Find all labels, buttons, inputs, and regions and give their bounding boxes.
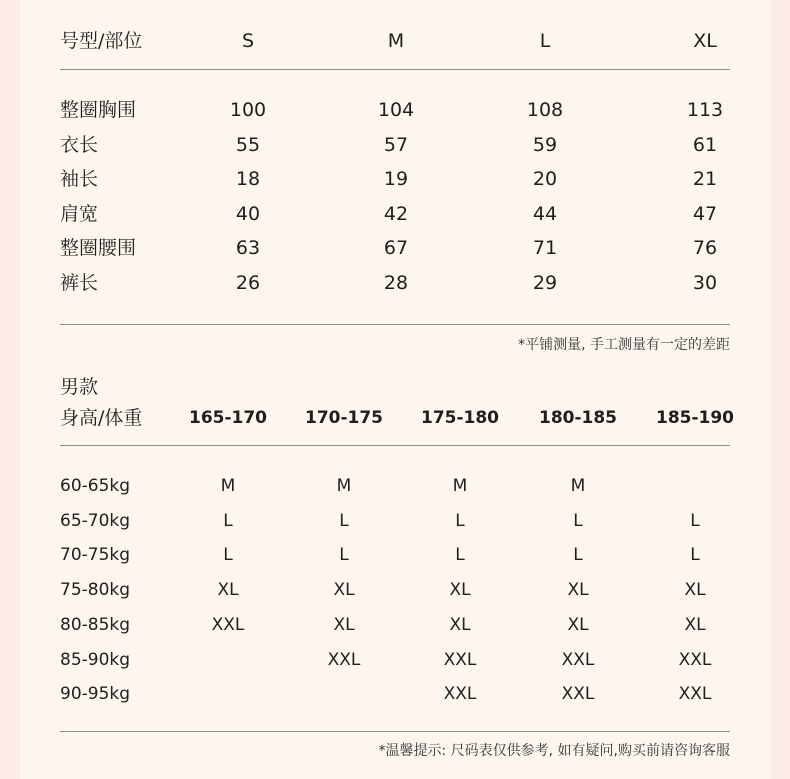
table-cell: 57: [383, 133, 409, 156]
table-cell: XL: [449, 580, 471, 601]
table2-title-row: [60, 372, 730, 402]
table2-title: 男款: [60, 376, 99, 398]
height-header-185: 185-190: [655, 408, 735, 428]
table-cell: XL: [449, 614, 471, 635]
table-cell: 21: [692, 168, 718, 191]
table-cell: 28: [383, 272, 409, 294]
table-cell: L: [690, 545, 700, 566]
height-header-165: 165-170: [188, 408, 268, 428]
table-row: [60, 645, 730, 675]
table-cell: M: [452, 476, 468, 496]
divider: [60, 69, 730, 70]
size-header-s: S: [241, 30, 255, 52]
divider: [60, 445, 730, 446]
row-label: 整圈胸围: [60, 99, 137, 121]
row-label: 65-70kg: [60, 510, 131, 531]
height-header-175: 175-180: [420, 408, 500, 428]
measurement-note: *平铺测量, 手工测量有一定的差距: [518, 337, 730, 353]
table-cell: 113: [686, 99, 724, 121]
table-cell: XL: [567, 580, 589, 601]
table2-header-row: [60, 403, 735, 433]
row-label: 85-90kg: [60, 649, 131, 670]
table-cell: XXL: [327, 649, 361, 670]
table-cell: L: [690, 510, 700, 531]
reminder-note: *温馨提示: 尺码表仅供参考, 如有疑问,购买前请咨询客服: [378, 743, 730, 759]
row-label: 80-85kg: [60, 614, 131, 635]
row-label: 整圈腰围: [60, 237, 137, 260]
table-cell: 71: [532, 237, 558, 260]
table-cell: 29: [532, 272, 558, 294]
table-cell: XL: [684, 614, 706, 635]
table-row: [60, 199, 730, 229]
table-cell: 18: [235, 168, 261, 191]
table-row: [60, 95, 730, 125]
row-label: 裤长: [60, 272, 99, 294]
table-cell: M: [220, 476, 236, 496]
row-label: 90-95kg: [60, 684, 131, 705]
table-cell: XXL: [211, 614, 245, 635]
table-cell: 30: [692, 272, 718, 294]
table-row: [60, 575, 730, 605]
table-cell: XXL: [443, 684, 477, 705]
table-cell: XXL: [678, 649, 712, 670]
table-cell: 55: [235, 133, 261, 156]
table-cell: 104: [377, 99, 415, 121]
table-cell: XXL: [443, 649, 477, 670]
table-cell: 26: [235, 272, 261, 294]
size-header-xl: XL: [693, 30, 717, 52]
table-cell: M: [570, 476, 586, 496]
height-header-170: 170-175: [304, 408, 384, 428]
table2-header-label: 身高/体重: [60, 407, 143, 429]
row-label: 75-80kg: [60, 580, 131, 601]
table-cell: XL: [217, 580, 239, 601]
row-label: 肩宽: [60, 202, 99, 225]
table-cell: L: [223, 510, 233, 531]
divider: [60, 731, 730, 732]
table-cell: XXL: [678, 684, 712, 705]
table-cell: 19: [383, 168, 409, 191]
divider: [60, 324, 730, 325]
row-label: 袖长: [60, 168, 99, 191]
table-cell: M: [336, 476, 352, 496]
table-cell: 44: [532, 202, 558, 225]
table-cell: L: [455, 545, 465, 566]
table-cell: L: [455, 510, 465, 531]
table-row: [60, 130, 730, 160]
table-cell: XL: [333, 614, 355, 635]
height-header-180: 180-185: [538, 408, 618, 428]
table-cell: L: [573, 545, 583, 566]
table-row: [60, 164, 730, 194]
table-cell: 42: [383, 202, 409, 225]
table-row: [60, 506, 730, 536]
table-cell: 76: [692, 237, 718, 260]
table1-header-row: [60, 26, 730, 56]
table-row: [60, 471, 730, 501]
table-cell: 59: [532, 133, 558, 156]
table-row: [60, 233, 730, 263]
size-header-m: M: [387, 30, 405, 52]
table-cell: 20: [532, 168, 558, 191]
table-cell: XXL: [561, 684, 595, 705]
table-cell: XL: [333, 580, 355, 601]
table-row: [60, 610, 730, 640]
table-row: [60, 540, 730, 570]
table-cell: 100: [229, 99, 267, 121]
size-header-l: L: [539, 30, 551, 52]
table-cell: XL: [684, 580, 706, 601]
table-row: [60, 679, 730, 709]
table-cell: L: [339, 545, 349, 566]
table-cell: L: [339, 510, 349, 531]
table-row: [60, 268, 730, 298]
table-cell: 67: [383, 237, 409, 260]
table-cell: XL: [567, 614, 589, 635]
table-cell: L: [573, 510, 583, 531]
table-cell: 108: [526, 99, 564, 121]
table-cell: XXL: [561, 649, 595, 670]
table-cell: 47: [692, 202, 718, 225]
row-label: 60-65kg: [60, 476, 131, 496]
table-cell: 40: [235, 202, 261, 225]
table-cell: 63: [235, 237, 261, 260]
table-cell: L: [223, 545, 233, 566]
row-label: 衣长: [60, 133, 99, 156]
table-cell: 61: [692, 133, 718, 156]
row-label: 70-75kg: [60, 545, 131, 566]
table1-header-label: 号型/部位: [60, 30, 143, 52]
size-chart-page: [20, 0, 770, 779]
